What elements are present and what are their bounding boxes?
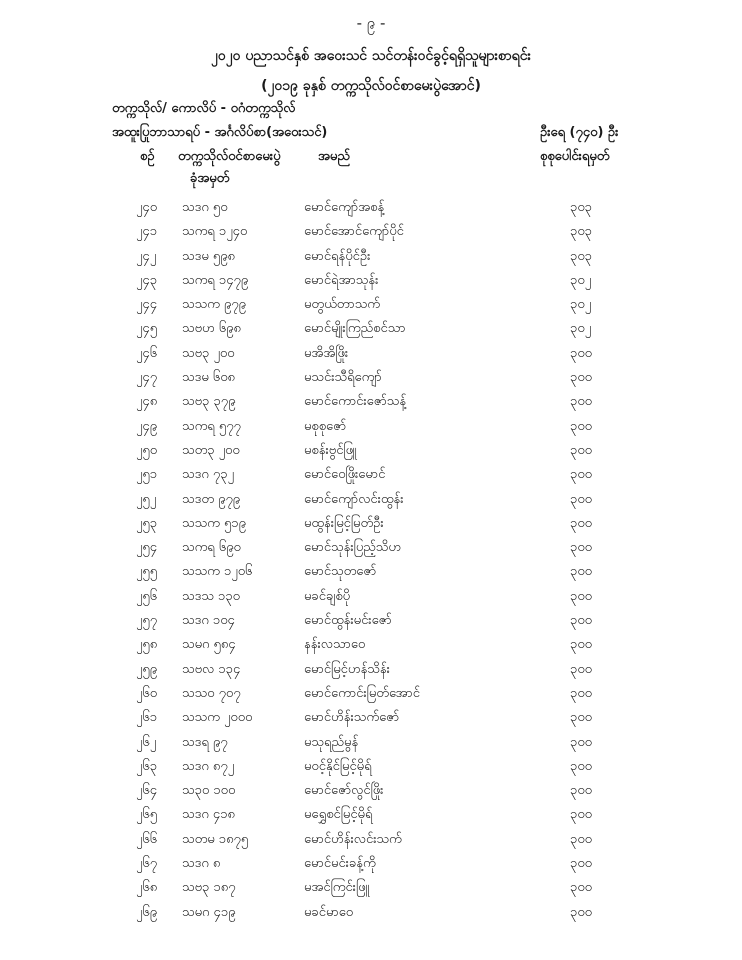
total-mark: ၃၀၀ [570, 491, 592, 507]
roll-number: သဒမ ၆၀၈ [182, 370, 235, 386]
roll-number: သကရ ၅၇၇ [182, 418, 241, 434]
row-number: ၂၄၄ [136, 297, 158, 313]
total-mark: ၃၀၀ [570, 370, 592, 386]
row-number: ၂၄၆ [136, 345, 158, 361]
total-mark: ၃၀၀ [570, 831, 592, 847]
roll-number: သဗ၃ ၂၀၀ [182, 345, 235, 361]
row-number: ၂၄၁ [136, 224, 158, 240]
total-mark: ၃၀၃ [570, 248, 592, 264]
table-row [0, 779, 742, 803]
roll-number: သကရ ၁၄၇၉ [182, 272, 249, 288]
roll-number: သ၃ဝ ၁၀၀ [182, 783, 236, 799]
student-name: မောင်ဝေဖြိုးမောင် [304, 467, 386, 483]
roll-number: သဗ၃ ၃၇၉ [182, 394, 236, 410]
total-mark: ၃၀၀ [570, 418, 592, 434]
student-name: မောင်သုတဇော် [304, 564, 377, 580]
table-row [0, 439, 742, 463]
student-name: မောင်ဟိန်းလင်းသက် [304, 831, 402, 847]
table-row [0, 560, 742, 584]
student-name: မောင်သုန်းပြည့်သိဟ [304, 540, 402, 556]
student-name: မဝင့်နိုင်မြင့်မိုရ် [304, 758, 372, 774]
student-name: မောင်ကျော်အစန့် [304, 200, 385, 215]
student-name: မောင်ကျော်လင်းထွန်း [304, 491, 404, 507]
total-mark: ၃၀၀ [570, 345, 592, 361]
student-name: မထွန်းမြင့်မြတ်ဦး [304, 515, 384, 531]
table-row [0, 536, 742, 560]
student-name: မောင်ထွန်းမင်းဇော် [304, 613, 392, 629]
student-name: မောင်အောင်ကျော်ပိုင် [304, 224, 404, 240]
row-number: ၂၆၈ [136, 880, 158, 896]
table-row [0, 512, 742, 536]
total-mark: ၃၀၂ [570, 297, 592, 313]
major-label: အထူးပြုဘာသာရပ် - အင်္ဂလိပ်စာ(အဝေးသင်) [112, 125, 328, 140]
row-number: ၂၅၃ [136, 515, 158, 531]
roll-number: သဒဂ ၅၀ [182, 200, 228, 215]
table-row [0, 633, 742, 657]
total-mark: ၃၀၀ [570, 564, 592, 580]
student-name: မသုရည်မွန် [304, 734, 359, 750]
roll-number: သသဝ ၇၀၇ [182, 685, 241, 701]
total-mark: ၃၀၃ [570, 200, 592, 215]
total-mark: ၃၀၀ [570, 588, 592, 604]
roll-number: သသက ၂၀၀၀ [182, 710, 253, 726]
student-name: မောင်မင်းခန့်ကို [304, 856, 376, 872]
roll-number: သသက ၅၁၉ [182, 515, 246, 531]
total-mark: ၃၀၀ [570, 758, 592, 774]
student-name: မစုစုဇော် [304, 418, 347, 434]
row-number: ၂၅၁ [136, 467, 158, 483]
table-row [0, 658, 742, 682]
row-number: ၂၄၈ [136, 394, 158, 410]
roll-number: သကရ ၁၂၄၀ [182, 224, 248, 240]
roll-number: သဗလ ၁၃၄ [182, 661, 241, 677]
row-number: ၂၆၀ [136, 685, 158, 701]
row-number: ၂၅၅ [136, 564, 158, 580]
table-row [0, 366, 742, 390]
roll-number: သဒဂ ၈ [182, 856, 221, 872]
student-name: မစန်းဗွင်ဖြူ [304, 442, 357, 458]
row-number: ၂၅၇ [136, 613, 158, 629]
row-number: ၂၅၈ [136, 637, 158, 653]
table-row [0, 876, 742, 900]
table-row [0, 731, 742, 755]
roll-number: သမဂ ၅၈၄ [182, 637, 236, 653]
roll-number: သဒသ ၁၃၀ [182, 588, 240, 604]
student-name: မောင်ဟိန်းသက်ဇော် [304, 710, 400, 726]
table-row [0, 463, 742, 487]
row-number: ၂၄၇ [136, 370, 158, 386]
total-mark: ၃၀၀ [570, 734, 592, 750]
student-name: မောင်ကောင်းဇော်သန့် [304, 394, 407, 410]
table-row [0, 293, 742, 317]
total-mark: ၃၀၀ [570, 394, 592, 410]
roll-number: သဒရ ၉၇ [182, 734, 228, 750]
table-row [0, 609, 742, 633]
column-header-roll: တက္ကသိုလ်ဝင်စာမေးပွဲ [178, 149, 281, 164]
roll-number: သဒဂ ၇၃၂ [182, 467, 234, 483]
table-row [0, 317, 742, 341]
student-name: မခင်ချစ်ပို [304, 588, 351, 604]
total-mark: ၃၀၀ [570, 515, 592, 531]
student-name: မရွှေစင်မြင့်မိုရ် [304, 807, 373, 823]
roll-number: သသက ၉၇၉ [182, 297, 246, 313]
table-row [0, 488, 742, 512]
roll-number: သဒတ ၉၇၉ [182, 491, 241, 507]
student-name: မအင်ကြင်းဖြူ [304, 880, 370, 896]
row-number: ၂၆၄ [136, 783, 158, 799]
roll-number: သဒဂ ၄၁၈ [182, 807, 235, 823]
table-row [0, 682, 742, 706]
table-row [0, 706, 742, 730]
total-mark: ၃၀၀ [570, 467, 592, 483]
total-mark: ၃၀၀ [570, 904, 592, 920]
column-header-roll-line2: ခုံအမှတ် [190, 171, 230, 186]
student-name: မောင်ရန်ပိုင်ဦး [304, 248, 371, 264]
student-name: မအိအိဖြိုး [304, 345, 349, 361]
table-row [0, 245, 742, 269]
row-number: ၂၄၂ [136, 248, 157, 264]
row-number: ၂၅၂ [136, 491, 157, 507]
row-number: ၂၆၇ [136, 856, 158, 872]
total-mark: ၃၀၀ [570, 442, 592, 458]
roll-number: သသက ၁၂၀၆ [182, 564, 253, 580]
total-mark: ၃၀၀ [570, 637, 592, 653]
row-number: ၂၅၄ [136, 540, 158, 556]
total-mark: ၃၀၂ [570, 321, 592, 337]
total-mark: ၃၀၀ [570, 685, 592, 701]
student-name: မောင်ရဲအာသုန်း [304, 272, 379, 288]
total-mark: ၃၀၀ [570, 613, 592, 629]
table-row [0, 390, 742, 414]
row-number: ၂၄၀ [136, 200, 158, 215]
column-header-name: အမည် [318, 149, 350, 164]
row-number: ၂၆၃ [136, 758, 158, 774]
roll-number: သဒဂ ၁၀၄ [182, 613, 235, 629]
total-mark: ၃၀၀ [570, 661, 592, 677]
document-title: ၂၀၂၀ ပညာသင်နှစ် အဝေးသင် သင်တန်းဝင်ခွင့်ရရှိသူများစာရင်း [210, 48, 532, 64]
column-header-mark: စုစုပေါင်းရမှတ် [540, 149, 610, 164]
student-name: မောင်ကောင်းမြတ်အောင် [304, 685, 420, 701]
row-number: ၂၆၂ [136, 734, 157, 750]
total-mark: ၃၀၀ [570, 807, 592, 823]
row-number: ၂၄၅ [136, 321, 158, 337]
table-row [0, 415, 742, 439]
page-number: - ၉ - [356, 14, 386, 32]
total-mark: ၃၀၂ [570, 272, 592, 288]
row-number: ၂၅၉ [136, 661, 158, 677]
student-name: မောင်မျိုးကြည်စင်သာ [304, 321, 406, 337]
student-name: မတွယ်တာသက် [304, 297, 380, 313]
table-row [0, 585, 742, 609]
roll-number: သဒဂ ၈၇၂ [182, 758, 235, 774]
row-number: ၂၆၆ [136, 831, 158, 847]
total-mark: ၃၀၀ [570, 880, 592, 896]
row-number: ၂၅၀ [136, 442, 158, 458]
table-row [0, 196, 742, 220]
total-mark: ၃၀၃ [570, 224, 592, 240]
table-row [0, 803, 742, 827]
roll-number: သတ၃ ၂၀၀ [182, 442, 240, 458]
table-row [0, 828, 742, 852]
table-row [0, 220, 742, 244]
table-row [0, 269, 742, 293]
row-number: ၂၄၃ [136, 272, 158, 288]
row-number: ၂၆၁ [136, 710, 158, 726]
row-number: ၂၄၉ [136, 418, 158, 434]
document-subtitle: (၂၀၁၉ ခုနှစ် တက္ကသိုလ်ဝင်စာမေးပွဲအောင်) [261, 78, 481, 94]
table-row [0, 342, 742, 366]
table-row [0, 852, 742, 876]
row-number: ၂၅၆ [136, 588, 158, 604]
roll-number: သတမ ၁၈၇၅ [182, 831, 249, 847]
total-mark: ၃၀၀ [570, 710, 592, 726]
row-number: ၂၆၉ [136, 904, 158, 920]
row-number: ၂၆၅ [136, 807, 158, 823]
roll-number: သဒမ ၅၉၈ [182, 248, 235, 264]
roll-number: သဗ၃ ၁၈၇ [182, 880, 236, 896]
total-mark: ၃၀၀ [570, 783, 592, 799]
roll-number: သဗဟ ၆၉၈ [182, 321, 241, 337]
student-name: မခင်မာဝေ [304, 904, 354, 920]
student-name: မောင်ဇော်လွင်ဖြိုး [304, 783, 384, 799]
roll-number: သကရ ၆၉၀ [182, 540, 241, 556]
roll-number: သမဂ ၄၁၉ [182, 904, 236, 920]
table-row [0, 901, 742, 925]
total-mark: ၃၀၀ [570, 540, 592, 556]
total-mark: ၃၀၀ [570, 856, 592, 872]
student-name: နန်းလသာဝေ [304, 637, 366, 653]
total-count-label: ဦးရေ (၇၄၀) ဦး [540, 125, 619, 140]
university-label: တက္ကသိုလ်/ ကောလိပ် - ဝဂံတက္ကသိုလ် [112, 101, 296, 116]
student-name: မသင်းသီရိကျော် [304, 370, 382, 386]
table-row [0, 755, 742, 779]
results-table [0, 196, 742, 925]
student-name: မောင်မြင့်ဟန်သိန်း [304, 661, 390, 677]
column-header-no: စဉ် [140, 149, 155, 164]
